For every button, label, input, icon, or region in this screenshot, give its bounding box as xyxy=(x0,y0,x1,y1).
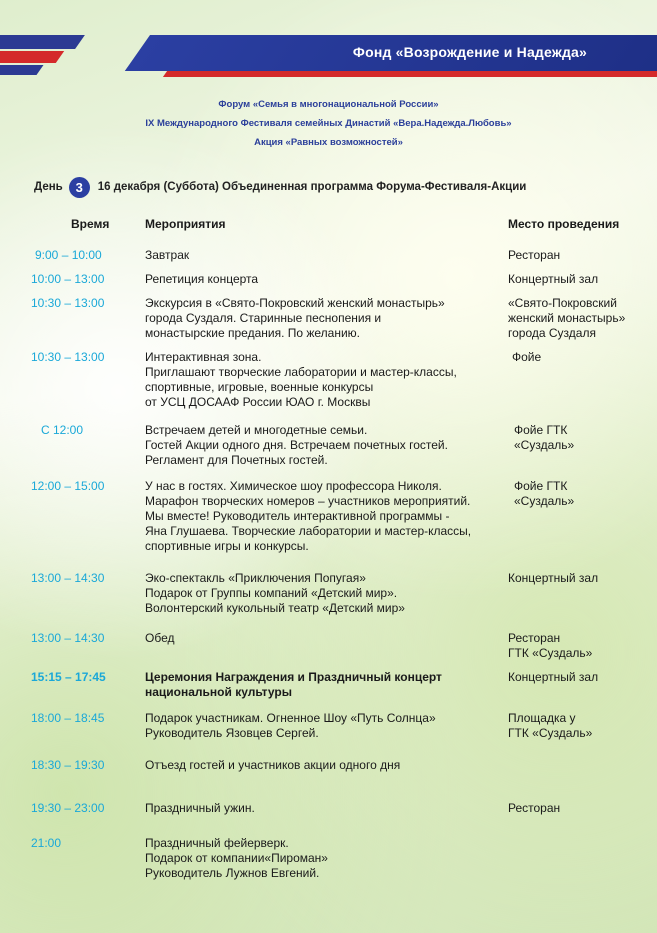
schedule-event xyxy=(145,836,505,881)
schedule-event-line: Марафон творческих номеров – участников мероприятий. xyxy=(145,494,471,508)
schedule-event xyxy=(145,801,505,816)
schedule-event-line: Мы вместе! Руководитель интерактивной программы - xyxy=(145,509,450,523)
schedule-venue xyxy=(508,248,648,263)
schedule-event-line: Подарок участникам. Огненное Шоу «Путь Солнца» xyxy=(145,711,436,725)
schedule-event-line: Отъезд гостей и участников акции одного дня xyxy=(145,758,401,772)
schedule-time: 10:30 – 13:00 xyxy=(31,350,105,364)
schedule-event-line: Интерактивная зона. xyxy=(145,350,262,364)
banner-title: Фонд «Возрождение и Надежда» xyxy=(352,44,587,60)
schedule-venue-line: «Свято-Покровский xyxy=(508,296,617,310)
schedule-event-line: Репетиция концерта xyxy=(145,272,259,286)
schedule-event-line: У нас в гостях. Химическое шоу профессора Николя. xyxy=(145,479,442,493)
schedule-event-line: от УСЦ ДОСААФ России ЮАО г. Москвы xyxy=(145,395,371,409)
schedule-venue-line: Фойе xyxy=(512,350,542,364)
schedule-time: 21:00 xyxy=(31,836,62,850)
schedule-event-line: Встречаем детей и многодетные семьи. xyxy=(145,423,368,437)
schedule-time: 18:00 – 18:45 xyxy=(31,711,105,725)
schedule-venue-line: ГТК «Суздаль» xyxy=(508,726,593,740)
schedule-venue xyxy=(514,423,654,453)
column-header-event: Мероприятия xyxy=(145,217,226,231)
schedule-venue xyxy=(508,631,648,661)
schedule-event-line: Праздничный ужин. xyxy=(145,801,255,815)
schedule-venue-line: Ресторан xyxy=(508,248,561,262)
schedule-time: 15:15 – 17:45 xyxy=(31,670,106,684)
schedule-time: 18:30 – 19:30 xyxy=(31,758,105,772)
schedule-event-line: спортивные игры и конкурсы. xyxy=(145,539,309,553)
intro-block xyxy=(0,95,657,152)
schedule-venue-line: Фойе ГТК xyxy=(514,423,568,437)
schedule-event xyxy=(145,631,505,646)
schedule-venue xyxy=(508,272,648,287)
schedule-event-line: спортивные, игровые, военные конкурсы xyxy=(145,380,374,394)
schedule-time: 12:00 – 15:00 xyxy=(31,479,105,493)
schedule-event xyxy=(145,272,505,287)
schedule-event xyxy=(145,758,505,773)
decor-stripe-blue xyxy=(0,35,85,49)
schedule-venue-line: города Суздаля xyxy=(508,326,596,340)
day-label: День xyxy=(34,181,63,193)
schedule-venue-line: Площадка у xyxy=(508,711,576,725)
schedule-event-line: Подарок от Группы компаний «Детский мир». xyxy=(145,586,398,600)
schedule-event-line: Подарок от компании«Пироман» xyxy=(145,851,328,865)
schedule-event-line: монастырские предания. По желанию. xyxy=(145,326,361,340)
schedule-time: 13:00 – 14:30 xyxy=(31,571,105,585)
schedule-event-line: Гостей Акции одного дня. Встречаем почетных гостей. xyxy=(145,438,448,452)
schedule-event-line: национальной культуры xyxy=(145,685,292,699)
schedule-event-line: Завтрак xyxy=(145,248,190,262)
schedule-time: 13:00 – 14:30 xyxy=(31,631,105,645)
schedule-venue xyxy=(512,350,652,365)
day-description: 16 декабря (Суббота) Объединенная программа Форума-Фестиваля-Акции xyxy=(97,181,527,193)
schedule-event-line: Руководитель Лужнов Евгений. xyxy=(145,866,320,880)
schedule-time: 10:30 – 13:00 xyxy=(31,296,105,310)
schedule-venue-line: «Суздаль» xyxy=(514,494,575,508)
schedule-venue xyxy=(508,711,648,741)
schedule-event-line: Волонтерский кукольный театр «Детский мир» xyxy=(145,601,405,615)
day-heading xyxy=(34,176,634,198)
schedule-venue-line: женский монастырь» xyxy=(508,311,626,325)
schedule-venue-line: Ресторан xyxy=(508,801,561,815)
schedule-time: 10:00 – 13:00 xyxy=(31,272,105,286)
schedule-venue-line: Концертный зал xyxy=(508,670,599,684)
schedule-venue xyxy=(508,571,648,586)
schedule-venue-line: Концертный зал xyxy=(508,272,599,286)
schedule-time: С 12:00 xyxy=(41,423,84,437)
schedule-event-line: Обед xyxy=(145,631,175,645)
intro-line-2: IX Международного Фестиваля семейных Династий «Вера.Надежда.Любовь» xyxy=(145,118,512,129)
schedule-event xyxy=(145,479,505,554)
schedule-event xyxy=(145,571,505,616)
schedule-venue xyxy=(508,801,648,816)
intro-line-3: Акция «Равных возможностей» xyxy=(254,137,403,148)
schedule-event-line: Регламент для Почетных гостей. xyxy=(145,453,328,467)
column-header-venue: Место проведения xyxy=(508,217,620,231)
schedule-event xyxy=(145,670,505,700)
column-header-time: Время xyxy=(71,217,110,231)
schedule-event xyxy=(145,350,505,410)
schedule-venue-line: Концертный зал xyxy=(508,571,599,585)
schedule-event-line: Эко-спектакль «Приключения Попугая» xyxy=(145,571,366,585)
schedule-event-line: города Суздаля. Старинные песнопения и xyxy=(145,311,382,325)
header-band xyxy=(0,35,657,83)
schedule-event-line: Руководитель Язовцев Сергей. xyxy=(145,726,319,740)
day-number-badge: 3 xyxy=(69,177,90,198)
schedule-event-line: Приглашают творческие лаборатории и мастер-классы, xyxy=(145,365,457,379)
schedule-time: 19:30 – 23:00 xyxy=(31,801,105,815)
schedule-venue-line: ГТК «Суздаль» xyxy=(508,646,593,660)
decor-stripe-red xyxy=(0,51,64,63)
intro-line-1: Форум «Семья в многонациональной России» xyxy=(218,99,439,110)
schedule-venue xyxy=(514,479,654,509)
schedule-venue-line: Ресторан xyxy=(508,631,561,645)
schedule-venue-line: Фойе ГТК xyxy=(514,479,568,493)
schedule-event xyxy=(145,296,505,341)
schedule-event-line: Праздничный фейерверк. xyxy=(145,836,289,850)
schedule-time: 9:00 – 10:00 xyxy=(35,248,102,262)
title-banner-underline xyxy=(163,71,657,77)
schedule-venue xyxy=(508,296,648,341)
schedule-event-line: Экскурсия в «Свято-Покровский женский монастырь» xyxy=(145,296,445,310)
schedule-event-line: Церемония Награждения и Праздничный концерт xyxy=(145,670,442,684)
schedule-venue xyxy=(508,670,648,685)
decor-stripe-blue-2 xyxy=(0,65,44,75)
schedule-event-line: Яна Глушаева. Творческие лаборатории и мастер-классы, xyxy=(145,524,472,538)
schedule-event xyxy=(145,248,505,263)
schedule-venue-line: «Суздаль» xyxy=(514,438,575,452)
schedule-event xyxy=(145,423,505,468)
schedule-event xyxy=(145,711,505,741)
